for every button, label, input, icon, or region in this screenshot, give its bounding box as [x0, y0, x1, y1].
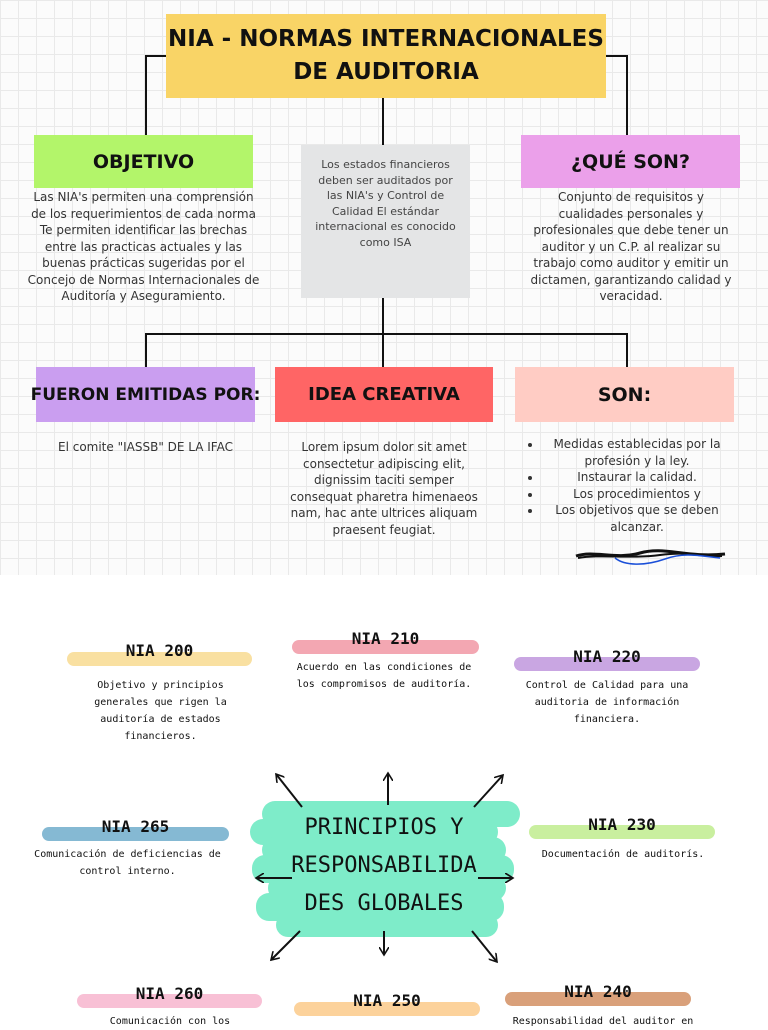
signature-scribble	[570, 544, 730, 570]
mind-map-section	[0, 575, 768, 1027]
main-title	[166, 14, 606, 98]
connector-line	[145, 55, 167, 57]
nia-230-title: NIA 230	[588, 815, 656, 834]
center-topic-line-1: PRINCIPIOS Y	[304, 815, 464, 840]
nia-240-title: NIA 240	[564, 982, 632, 1001]
idea-heading	[275, 367, 493, 422]
arrow-up-left	[276, 774, 302, 807]
nia-220-title: NIA 220	[573, 647, 641, 666]
nia-265-title: NIA 265	[101, 817, 170, 836]
nia-220-text: Control de Calidad para una auditoria de información financiera.	[525, 680, 689, 725]
connector-line	[626, 333, 628, 367]
emitidas-heading	[30, 367, 261, 422]
objetivo-heading	[34, 135, 253, 188]
son-item: • Los objetivos que se deben alcanzar.	[542, 502, 732, 535]
nia-260-title: NIA 260	[135, 984, 204, 1003]
nia-200-title: NIA 200	[125, 641, 194, 660]
arrow-down-left	[271, 931, 300, 960]
nia-210-text: Acuerdo en las condiciones de los compromisos de auditoría.	[296, 662, 472, 690]
center-topic-line-2: RESPONSABILIDA	[291, 853, 477, 878]
son-heading	[515, 367, 734, 422]
nia-250-title: NIA 250	[353, 991, 421, 1010]
son-item: • Instaurar la calidad.	[542, 469, 732, 486]
nia-230-text: Documentación de auditorís.	[541, 849, 705, 860]
connector-line	[145, 333, 628, 335]
arrow-up-right	[474, 775, 503, 807]
objetivo-heading-label: OBJETIVO	[92, 150, 195, 173]
nia-210-title: NIA 210	[351, 629, 420, 648]
center-info-box	[301, 145, 470, 298]
emitidas-heading-label: FUERON EMITIDAS POR:	[30, 384, 261, 405]
connector-line	[145, 55, 147, 135]
idea-text: Lorem ipsum dolor sit amet consectetur adipiscing elit, dignissim taciti semper consequat pharetra himenaeos nam, hac ante ultrices aliquam praesent feugiat.	[290, 440, 478, 537]
que-son-text: Conjunto de requisitos y cualidades personales y profesionales que debe tener un auditor y un C.P. al realizar su trabajo como auditor y emitir un dictamen, garantizando calidad y veracidad.	[530, 190, 732, 303]
son-item: • Los procedimientos y	[542, 486, 732, 503]
nia-200-text: Objetivo y principios generales que rigen la auditoría de estados financieros.	[94, 680, 227, 742]
connector-line	[626, 55, 628, 135]
nia-265-text: Comunicación de deficiencias de control interno.	[34, 849, 221, 877]
que-son-heading-label: ¿QUÉ SON?	[571, 150, 690, 173]
idea-heading-label: IDEA CREATIVA	[308, 384, 460, 405]
nia-260-text: Comunicación con los	[109, 1016, 231, 1027]
center-info-text: Los estados financieros deben ser auditados por las NIA's y Control de Calidad El estándar internacional es conocido como ISA	[315, 158, 456, 249]
son-heading-label: SON:	[597, 383, 652, 406]
connector-line	[605, 55, 627, 57]
nia-240-text: Responsabilidad del auditor en	[512, 1016, 694, 1027]
center-topic-line-3: DES GLOBALES	[304, 891, 464, 916]
main-title-line-1: NIA - NORMAS INTERNACIONALES	[168, 26, 604, 52]
son-list	[520, 436, 732, 535]
emitidas-text: El comite "IASSB" DE LA IFAC	[57, 440, 233, 454]
objetivo-text: Las NIA's permiten una comprensión de los requerimientos de cada norma Te permiten identificar las brechas entre las practicas actuales y las buenas prácticas sugeridas por el Concejo de Normas Internacionales de Auditoría y Aseguramiento.	[27, 190, 260, 303]
que-son-heading	[521, 135, 740, 188]
son-item: • Medidas establecidas por la profesión y la ley.	[542, 436, 732, 469]
arrow-down-right	[472, 931, 497, 962]
main-title-line-2: DE AUDITORIA	[293, 59, 479, 85]
connector-line	[145, 333, 147, 367]
